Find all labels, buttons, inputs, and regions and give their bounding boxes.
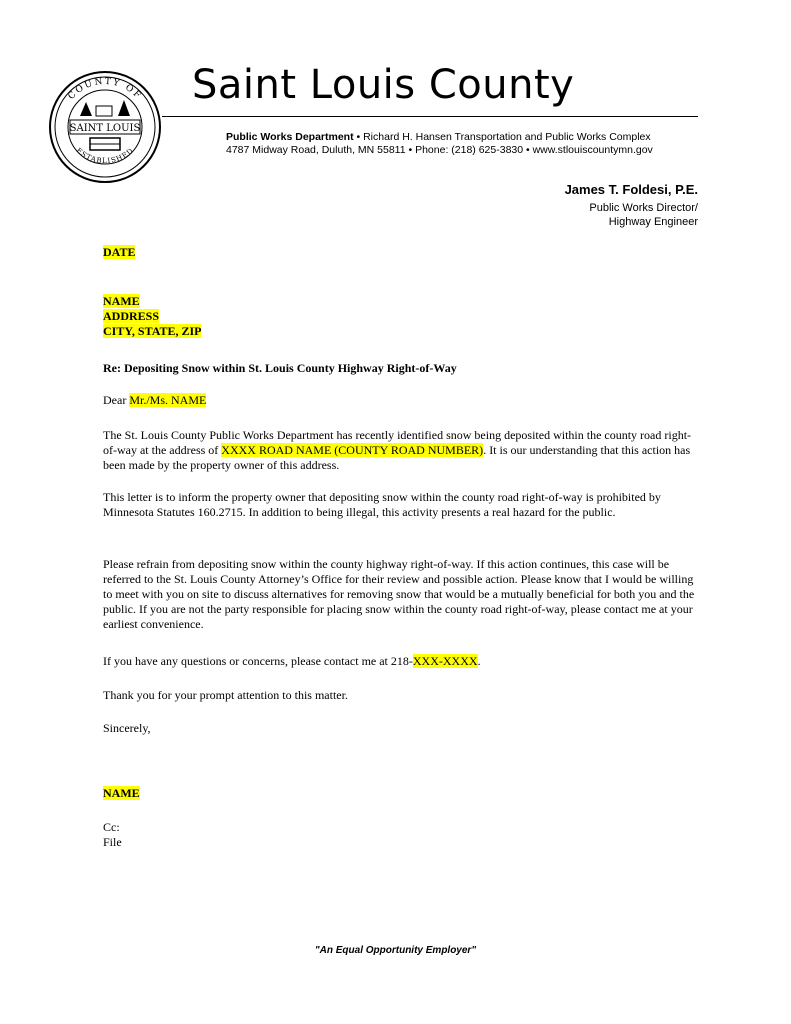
paragraph-5: Thank you for your prompt attention to this matter. [103,688,348,702]
salutation-name: Mr./Ms. NAME [129,393,207,407]
department-name: Public Works Department [226,131,354,143]
road-name-placeholder: XXXX ROAD NAME (COUNTY ROAD NUMBER) [221,443,484,457]
date-line [103,245,699,260]
director-block [565,182,698,229]
seal-icon [48,70,162,184]
paragraph-2: This letter is to inform the property owner that depositing snow within the county road right-of-way is prohibited by Minnesota Statutes 160.2715. In addition to being illegal, this activity presents a real hazard for the public. [103,490,661,519]
svg-text:ESTABLISHED: ESTABLISHED [74,146,136,166]
county-name-title: Saint Louis County [192,62,575,108]
svg-text:SAINT LOUIS: SAINT LOUIS [69,123,141,134]
salutation [103,393,699,408]
recipient-block [103,294,699,339]
subject-line: Re: Depositing Snow within St. Louis County Highway Right-of-Way [103,361,457,375]
paragraph-3: Please refrain from depositing snow within the county highway right-of-way. If this action continues, this case will be referred to the St. Louis County Attorney’s Office for their review and possible action. Please know that I would be willing to meet with you on site to discuss alternatives for removing snow that would be a mutually beneficial for both you and the public. If you are not the party responsible for placing snow within the county road right-of-way, please contact me at your earliest convenience. [103,557,695,631]
svg-text:COUNTY OF: COUNTY OF [66,76,144,102]
department-complex: • Richard H. Hansen Transportation and Public Works Complex [353,131,651,143]
cc-block [103,820,699,850]
county-seal-logo [48,70,162,184]
paragraph-4-text-a: If you have any questions or concerns, please contact me at 218- [103,654,413,668]
closing: Sincerely, [103,721,151,735]
paragraph-1-text-b: . It is our understanding that this action has been made by the property owner of this address. [103,443,691,472]
letterhead-rule [162,116,698,117]
footer-equal-opportunity: "An Equal Opportunity Employer" [314,945,477,956]
recipient-city: CITY, STATE, ZIP [103,324,202,338]
department-line [226,131,651,143]
director-title-line2: Highway Engineer [608,216,698,228]
recipient-name: NAME [103,294,140,308]
director-title-line1: Public Works Director/ [589,202,698,214]
recipient-address: ADDRESS [103,309,160,323]
paragraph-1-text-a: The St. Louis County Public Works Department has recently identified snow being deposited within the county road right-of-way at the address of [103,428,692,457]
paragraph-4 [103,654,699,669]
cc-file: File [103,835,122,849]
contact-address-line: 4787 Midway Road, Duluth, MN 55811 • Phone: (218) 625-3830 • www.stlouiscountymn.gov [226,144,653,156]
director-name: James T. Foldesi, P.E. [564,182,698,197]
salutation-prefix: Dear [103,393,130,407]
cc-label: Cc: [103,820,120,834]
date-placeholder: DATE [103,245,136,259]
paragraph-1 [103,428,699,473]
phone-placeholder: XXX-XXXX [412,654,478,668]
paragraph-4-text-b: . [477,654,481,668]
sender-line [103,786,699,801]
sender-name: NAME [103,786,140,800]
